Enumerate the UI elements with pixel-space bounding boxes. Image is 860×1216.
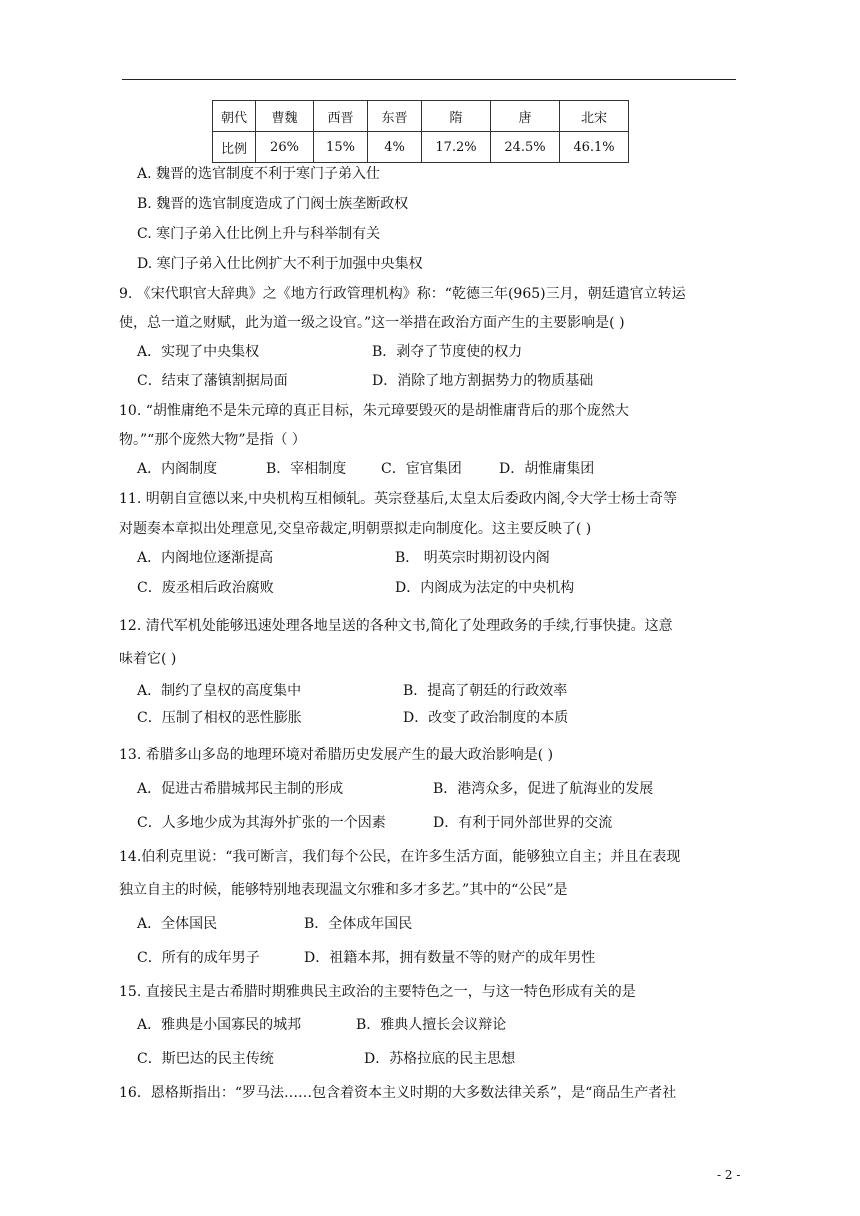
q9-stem-line1: 9. 《宋代职官大辞典》之《地方行政管理机构》称：“乾德三年(965)三月，朝廷遣官立转运	[119, 286, 686, 302]
q14-stem-line1: 14.伯利克里说：“我可断言，我们每个公民，在许多生活方面，能够独立自主；并且在表现	[119, 849, 681, 865]
q15-option-d: D．苏格拉底的民主思想	[364, 1051, 516, 1067]
q11-stem-line1: 11. 明朝自宣德以来,中央机构互相倾轧。英宗登基后,太皇太后委政内阁,令大学士杨士奇等	[119, 491, 678, 507]
data-table	[212, 100, 629, 163]
q12-option-b: B．提高了朝廷的行政效率	[403, 683, 568, 699]
q16-stem: 16．恩格斯指出：“罗马法……包含着资本主义时期的大多数法律关系”，是“商品生产者社	[119, 1085, 677, 1101]
q13-option-c: C．人多地少成为其海外扩张的一个因素	[137, 815, 386, 831]
q8-option-b: B. 魏晋的选官制度造成了门阀士族垄断政权	[137, 196, 409, 212]
table-cell: 24.5%	[491, 132, 560, 163]
q15-option-b: B．雅典人擅长会议辩论	[356, 1017, 507, 1033]
header-rule	[122, 79, 736, 80]
q11-option-b: B． 明英宗时期初设内阁	[395, 550, 550, 566]
table-cell: 15%	[314, 132, 368, 163]
q10-option-a: A．内阁制度	[137, 461, 218, 477]
q13-stem: 13. 希腊多山多岛的地理环境对希腊历史发展产生的最大政治影响是( )	[119, 747, 554, 763]
q9-option-c: C．结束了藩镇割据局面	[137, 373, 288, 389]
table-cell: 隋	[422, 101, 491, 132]
table-cell: 东晋	[368, 101, 422, 132]
q12-option-d: D．改变了政治制度的本质	[403, 710, 569, 726]
table-cell: 比例	[213, 132, 256, 163]
q12-stem-line2: 味着它( )	[119, 651, 177, 667]
q11-option-a: A．内阁地位逐渐提高	[137, 550, 274, 566]
q13-option-b: B．港湾众多，促进了航海业的发展	[433, 781, 654, 797]
q12-stem-line1: 12. 清代军机处能够迅速处理各地呈送的各种文书,简化了处理政务的手续,行事快捷。这意	[119, 618, 673, 634]
q14-option-c: C．所有的成年男子	[137, 950, 260, 966]
q9-option-b: B．剥夺了节度使的权力	[372, 344, 523, 360]
table-cell: 4%	[368, 132, 422, 163]
table-cell: 朝代	[213, 101, 256, 132]
q13-option-d: D．有利于同外部世界的交流	[433, 815, 613, 831]
q12-option-a: A．制约了皇权的高度集中	[137, 683, 302, 699]
table-cell: 唐	[491, 101, 560, 132]
q10-option-c: C．宦官集团	[381, 461, 462, 477]
q10-stem-line1: 10. “胡惟庸绝不是朱元璋的真正目标，朱元璋要毁灭的是胡惟庸背后的那个庞然大	[119, 403, 629, 419]
table-cell: 17.2%	[422, 132, 491, 163]
q15-option-a: A．雅典是小国寡民的城邦	[137, 1017, 302, 1033]
table-cell: 26%	[256, 132, 314, 163]
q8-option-c: C. 寒门子弟入仕比例上升与科举制有关	[137, 226, 381, 242]
q11-option-d: D．内阁成为法定的中央机构	[395, 580, 575, 596]
q13-option-a: A．促进古希腊城邦民主制的形成	[137, 781, 344, 797]
q11-option-c: C．废丞相后政治腐败	[137, 580, 274, 596]
q10-option-d: D．胡惟庸集团	[499, 461, 595, 477]
q15-stem: 15. 直接民主是古希腊时期雅典民主政治的主要特色之一，与这一特色形成有关的是	[119, 984, 636, 1000]
q10-stem-line2: 物。”“那个庞然大物”是指（ ）	[119, 432, 306, 448]
table-header-row	[213, 101, 629, 132]
table-cell: 西晋	[314, 101, 368, 132]
q9-option-d: D．消除了地方割据势力的物质基础	[372, 373, 594, 389]
table-cell: 46.1%	[560, 132, 629, 163]
q15-option-c: C．斯巴达的民主传统	[137, 1051, 274, 1067]
page-number: - 2 -	[717, 1168, 741, 1182]
q8-option-a: A. 魏晋的选官制度不利于寒门子弟入仕	[137, 166, 381, 182]
q11-stem-line2: 对题奏本章拟出处理意见,交皇帝裁定,明朝票拟走向制度化。这主要反映了( )	[119, 521, 592, 537]
q14-stem-line2: 独立自主的时候，能够特别地表现温文尔雅和多才多艺。”其中的“公民”是	[119, 882, 568, 898]
table-cell: 北宋	[560, 101, 629, 132]
q10-option-b: B．宰相制度	[266, 461, 347, 477]
q8-option-d: D. 寒门子弟入仕比例扩大不利于加强中央集权	[137, 256, 423, 272]
q12-option-c: C．压制了相权的恶性膨胀	[137, 710, 302, 726]
q14-option-a: A．全体国民	[137, 916, 218, 932]
q9-option-a: A．实现了中央集权	[137, 344, 260, 360]
table-row	[213, 132, 629, 163]
table-cell: 曹魏	[256, 101, 314, 132]
q14-option-b: B．全体成年国民	[304, 916, 413, 932]
q9-stem-line2: 使，总一道之财赋，此为道一级之设官。”这一举措在政治方面产生的主要影响是( )	[119, 315, 625, 331]
q14-option-d: D．祖籍本邦，拥有数量不等的财产的成年男性	[304, 950, 596, 966]
